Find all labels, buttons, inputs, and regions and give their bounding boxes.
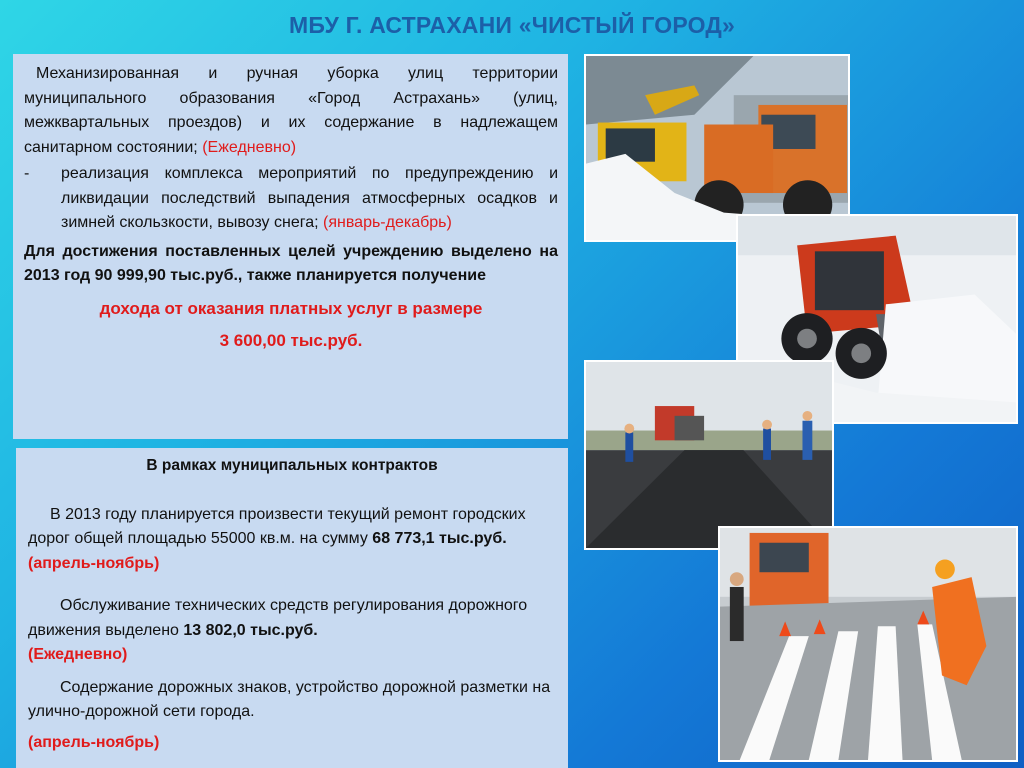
bullet-marker: - [24, 165, 30, 182]
snow-measures-text: реализация комплекса мероприятий по предупреждению и ликвидации последствий выпадения атмосферных осадков и зимней скользкости, вывозу снега; [61, 165, 558, 231]
snow-measures-period: (январь-декабрь) [323, 214, 452, 231]
bullet-item-snow [24, 162, 558, 236]
snow-measures [61, 162, 558, 236]
paragraph-street-cleaning [24, 62, 558, 160]
street-cleaning-period: (Ежедневно) [202, 138, 297, 156]
road-repair-text: В 2013 году планируется произвести текущий ремонт городских дорог общей площадью 55000 кв.м. на сумму [28, 505, 526, 547]
traffic-control-amount: 13 802,0 тыс.руб. [183, 621, 318, 639]
contracts-heading: В рамках муниципальных контрактов [146, 457, 438, 474]
road-repair-amount: 68 773,1 тыс.руб. [372, 530, 507, 547]
photo-road-marking [718, 526, 1018, 762]
photo-asphalt-paving [584, 360, 834, 550]
paragraph-road-signs: Содержание дорожных знаков, устройство дорожной разметки на улично-дорожной сети города. [28, 678, 551, 720]
paragraph-traffic-control [28, 594, 556, 643]
page-title: МБУ Г. АСТРАХАНИ «ЧИСТЫЙ ГОРОД» [289, 12, 735, 38]
traffic-control-text: Обслуживание технических средств регулирования дорожного движения выделено [28, 597, 528, 639]
bottom-text-panel [16, 448, 568, 768]
road-repair-period: (апрель-ноябрь) [28, 554, 160, 572]
traffic-control-period: (Ежедневно) [28, 646, 128, 663]
paragraph-budget: Для достижения поставленных целей учреждению выделено на 2013 год 90 999,90 тыс.руб., также планируется получение [24, 242, 558, 284]
paragraph-road-repair [28, 503, 556, 577]
road-signs-period: (апрель-ноябрь) [28, 733, 160, 751]
top-text-panel [13, 54, 568, 439]
paid-services-amount: 3 600,00 тыс.руб. [219, 331, 363, 350]
street-cleaning-text: Механизированная и ручная уборка улиц территории муниципального образования «Город Астрахань» (улиц, межквартальных проездов) и их содержание в надлежащем санитарном состоянии; [24, 65, 558, 156]
paid-services-line: дохода от оказания платных услуг в размере [99, 298, 483, 318]
